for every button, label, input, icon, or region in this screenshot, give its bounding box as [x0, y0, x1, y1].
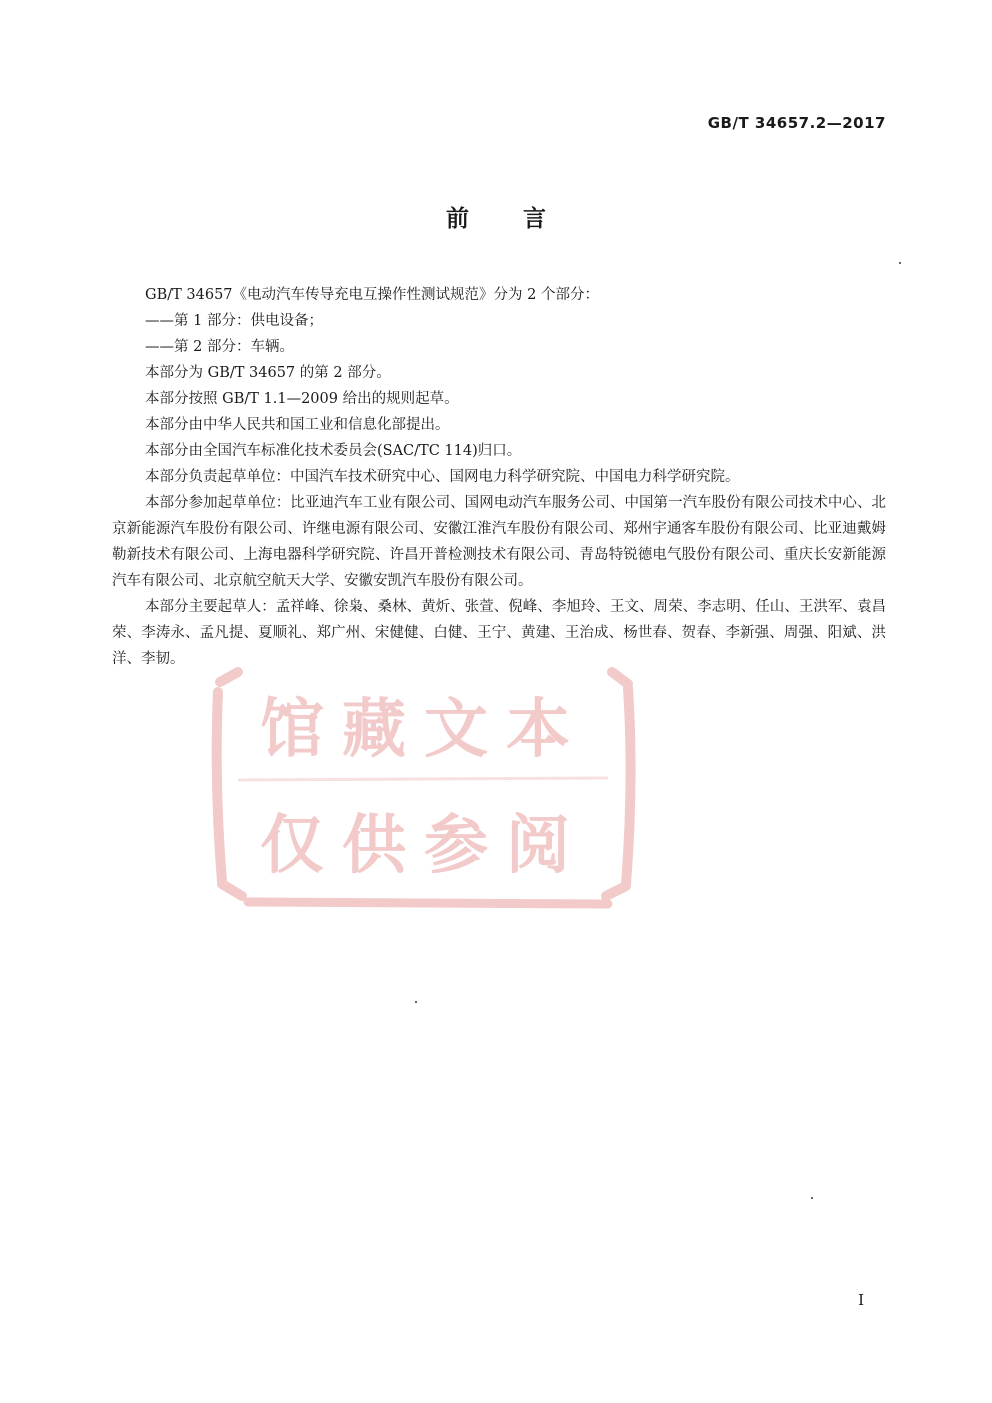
paragraph-technical-committee: 本部分由全国汽车标准化技术委员会(SAC/TC 114)归口。	[145, 443, 522, 459]
list-item-part-2: ——第 2 部分：车辆。	[145, 339, 294, 355]
watermark-line-1: 馆藏文本	[260, 693, 588, 767]
foreword-body	[112, 282, 886, 672]
paragraph-responsible-units: 本部分负责起草单位：中国汽车技术研究中心、国网电力科学研究院、中国电力科学研究院。	[145, 469, 740, 485]
paragraph-main-drafters: 本部分主要起草人：孟祥峰、徐枭、桑林、黄炘、张萱、倪峰、李旭玲、王文、周荣、李志明、任山、王洪军、袁昌荣、李涛永、孟凡提、夏顺礼、郑广州、宋健健、白健、王宁、黄建、王治成、杨世春、贺春、李新强、周强、阳斌、洪洋、李韧。	[112, 599, 886, 667]
paragraph-drafting-rules: 本部分按照 GB/T 1.1—2009 给出的规则起草。	[145, 391, 459, 407]
paragraph-parts-intro: GB/T 34657《电动汽车传导充电互操作性测试规范》分为 2 个部分：	[145, 287, 599, 303]
paragraph-proposer: 本部分由中华人民共和国工业和信息化部提出。	[145, 417, 450, 433]
watermark-line-2: 仅供参阅	[260, 809, 588, 883]
scan-speck	[811, 1197, 813, 1199]
scan-speck	[415, 1001, 417, 1003]
paragraph-participating-units: 本部分参加起草单位：比亚迪汽车工业有限公司、国网电动汽车服务公司、中国第一汽车股份有限公司技术中心、北京新能源汽车股份有限公司、许继电源有限公司、安徽江淮汽车股份有限公司、郑州宇通客车股份有限公司、比亚迪戴姆勒新技术有限公司、上海电器科学研究院、许昌开普检测技术有限公司、青岛特锐德电气股份有限公司、重庆长安新能源汽车有限公司、北京航空航天大学、安徽安凯汽车股份有限公司。	[112, 495, 886, 589]
scan-speck	[899, 262, 901, 264]
standard-code: GB/T 34657.2—2017	[707, 114, 886, 132]
page-number: I	[858, 1291, 864, 1309]
watermark-stamp	[208, 652, 640, 912]
paragraph-part-statement: 本部分为 GB/T 34657 的第 2 部分。	[145, 365, 391, 381]
page-title: 前言	[446, 206, 600, 232]
list-item-part-1: ——第 1 部分：供电设备；	[145, 313, 323, 329]
